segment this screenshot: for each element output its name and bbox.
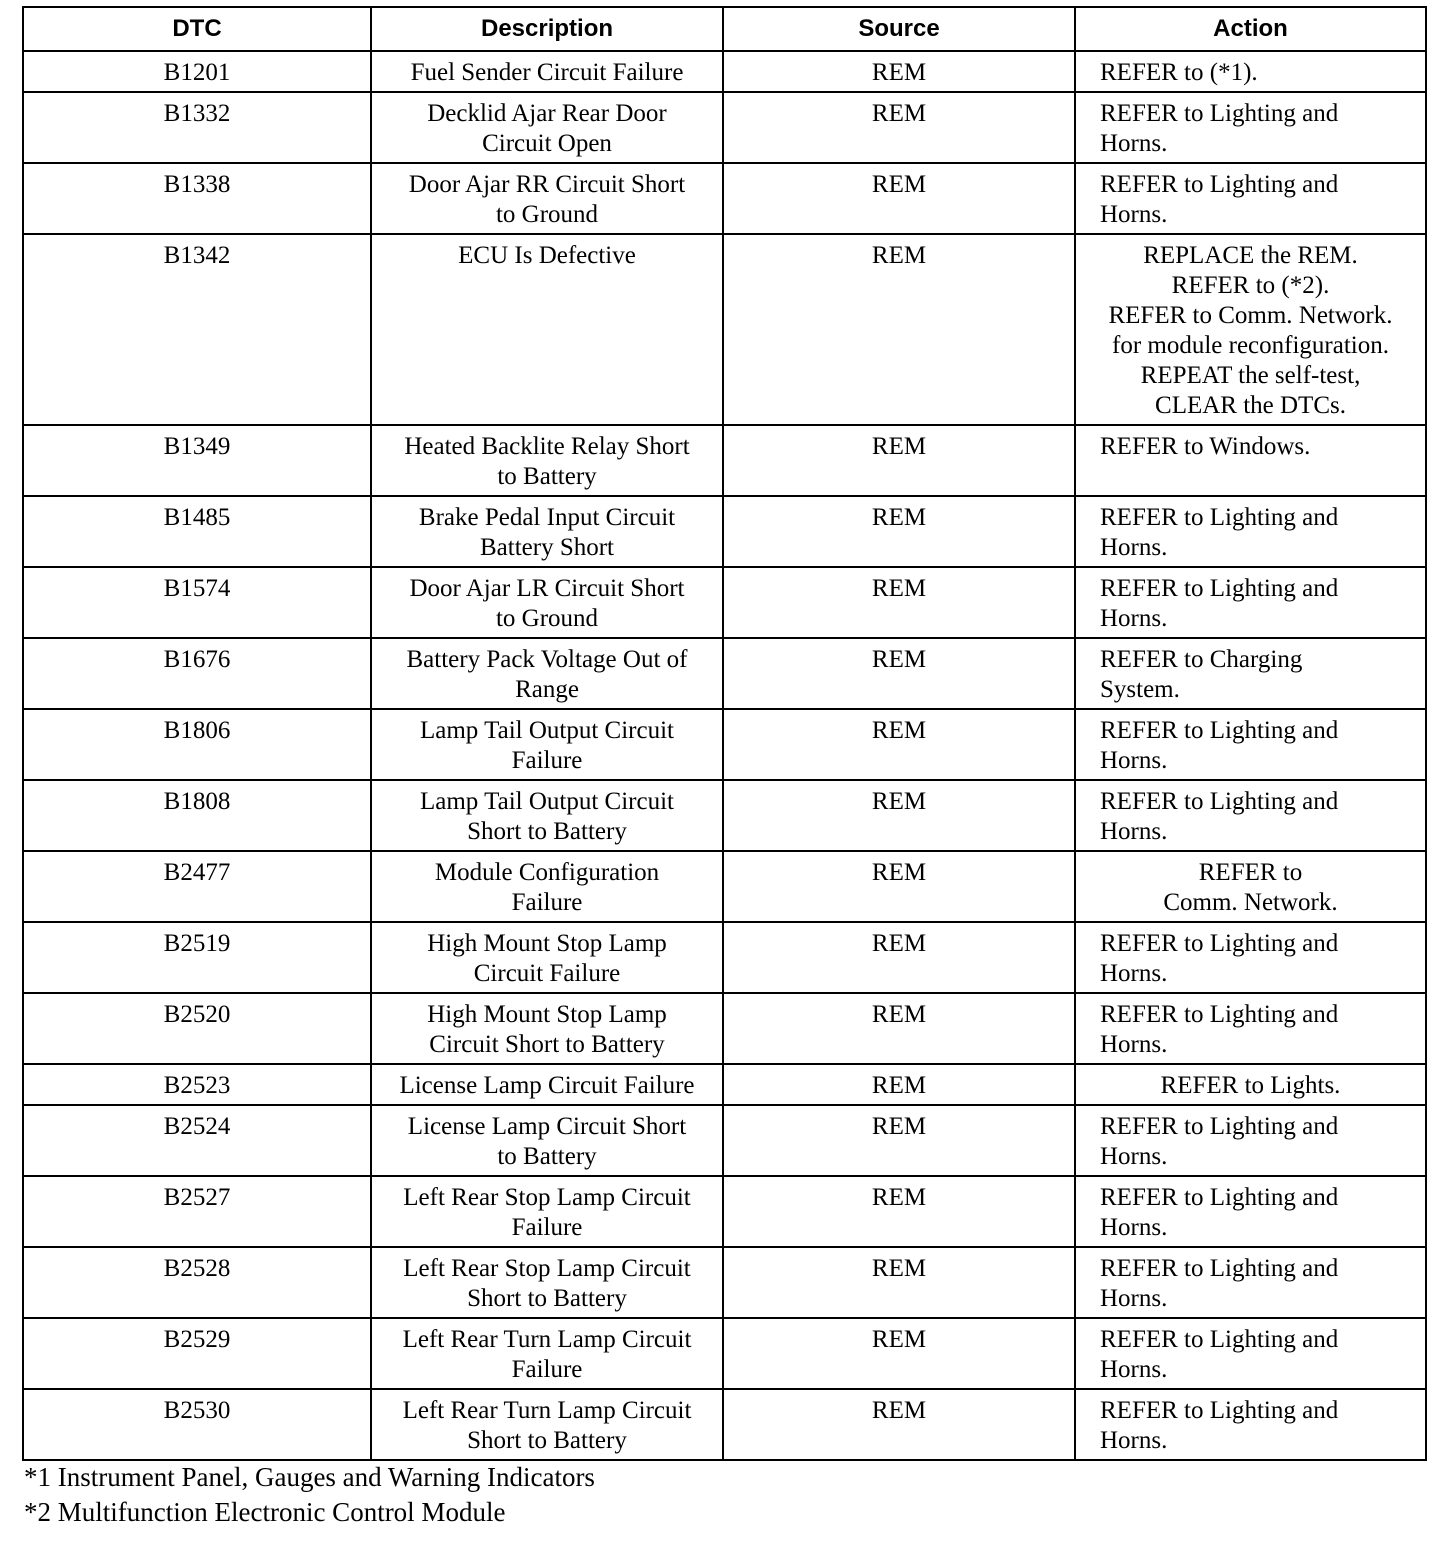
- source-cell: REM: [723, 1105, 1075, 1176]
- dtc-cell: B1676: [23, 638, 371, 709]
- description-cell: Door Ajar LR Circuit Short to Ground: [371, 567, 723, 638]
- table-header-row: [23, 7, 1426, 51]
- action-cell: REFER to Lighting and Horns.: [1075, 1176, 1426, 1247]
- source-cell: REM: [723, 163, 1075, 234]
- dtc-cell: B2527: [23, 1176, 371, 1247]
- dtc-cell: B1485: [23, 496, 371, 567]
- action-cell: REFER to Lighting and Horns.: [1075, 780, 1426, 851]
- action-cell: REFER to Lighting and Horns.: [1075, 496, 1426, 567]
- dtc-cell: B2520: [23, 993, 371, 1064]
- dtc-cell: B1806: [23, 709, 371, 780]
- description-cell: Fuel Sender Circuit Failure: [371, 51, 723, 92]
- source-cell: REM: [723, 425, 1075, 496]
- description-cell: License Lamp Circuit Failure: [371, 1064, 723, 1105]
- source-cell: REM: [723, 1318, 1075, 1389]
- action-cell: REFER to Charging System.: [1075, 638, 1426, 709]
- action-cell: REFER to Lighting and Horns.: [1075, 1318, 1426, 1389]
- table-body: [23, 51, 1426, 1460]
- table-row: [23, 709, 1426, 780]
- action-cell: REFER to Lights.: [1075, 1064, 1426, 1105]
- source-cell: REM: [723, 709, 1075, 780]
- table-row: [23, 496, 1426, 567]
- footnote-1: *1 Instrument Panel, Gauges and Warning Indicators: [24, 1462, 595, 1492]
- table-row: [23, 567, 1426, 638]
- dtc-table: [22, 6, 1427, 1461]
- description-cell: Decklid Ajar Rear Door Circuit Open: [371, 92, 723, 163]
- dtc-cell: B1349: [23, 425, 371, 496]
- description-cell: Brake Pedal Input Circuit Battery Short: [371, 496, 723, 567]
- action-cell: REFER to (*1).: [1075, 51, 1426, 92]
- description-cell: Battery Pack Voltage Out of Range: [371, 638, 723, 709]
- action-cell: REFER to Lighting and Horns.: [1075, 993, 1426, 1064]
- description-cell: High Mount Stop Lamp Circuit Failure: [371, 922, 723, 993]
- source-cell: REM: [723, 51, 1075, 92]
- action-cell: REFER to Lighting and Horns.: [1075, 1247, 1426, 1318]
- table-row: [23, 163, 1426, 234]
- dtc-cell: B1338: [23, 163, 371, 234]
- action-cell: REFER to Lighting and Horns.: [1075, 922, 1426, 993]
- dtc-cell: B2529: [23, 1318, 371, 1389]
- source-cell: REM: [723, 638, 1075, 709]
- description-cell: Left Rear Stop Lamp Circuit Short to Battery: [371, 1247, 723, 1318]
- table-row: [23, 1105, 1426, 1176]
- dtc-cell: B2477: [23, 851, 371, 922]
- source-cell: REM: [723, 780, 1075, 851]
- source-cell: REM: [723, 851, 1075, 922]
- table-row: [23, 1176, 1426, 1247]
- action-cell: REFER to Lighting and Horns.: [1075, 1389, 1426, 1460]
- action-cell: REFER to Lighting and Horns.: [1075, 92, 1426, 163]
- header-description: Description: [371, 7, 723, 51]
- header-action: Action: [1075, 7, 1426, 51]
- table-row: [23, 1247, 1426, 1318]
- dtc-cell: B2528: [23, 1247, 371, 1318]
- source-cell: REM: [723, 234, 1075, 425]
- source-cell: REM: [723, 567, 1075, 638]
- table-row: [23, 993, 1426, 1064]
- source-cell: REM: [723, 922, 1075, 993]
- header-dtc: DTC: [23, 7, 371, 51]
- footnote-2: *2 Multifunction Electronic Control Module: [24, 1497, 506, 1527]
- action-cell: REFER to Windows.: [1075, 425, 1426, 496]
- table-row: [23, 851, 1426, 922]
- dtc-cell: B1808: [23, 780, 371, 851]
- dtc-cell: B1201: [23, 51, 371, 92]
- action-cell: REPLACE the REM. REFER to (*2). REFER to Comm. Network. for module reconfiguration. REPEAT the self-test, CLEAR the DTCs.: [1075, 234, 1426, 425]
- description-cell: Left Rear Turn Lamp Circuit Short to Battery: [371, 1389, 723, 1460]
- action-cell: REFER to Lighting and Horns.: [1075, 709, 1426, 780]
- action-cell: REFER to Comm. Network.: [1075, 851, 1426, 922]
- action-cell: REFER to Lighting and Horns.: [1075, 163, 1426, 234]
- description-cell: Left Rear Turn Lamp Circuit Failure: [371, 1318, 723, 1389]
- source-cell: REM: [723, 1064, 1075, 1105]
- dtc-cell: B2524: [23, 1105, 371, 1176]
- dtc-cell: B2523: [23, 1064, 371, 1105]
- source-cell: REM: [723, 1247, 1075, 1318]
- table-row: [23, 234, 1426, 425]
- dtc-cell: B1332: [23, 92, 371, 163]
- description-cell: Lamp Tail Output Circuit Short to Battery: [371, 780, 723, 851]
- description-cell: Door Ajar RR Circuit Short to Ground: [371, 163, 723, 234]
- action-cell: REFER to Lighting and Horns.: [1075, 567, 1426, 638]
- table-row: [23, 1318, 1426, 1389]
- dtc-cell: B1342: [23, 234, 371, 425]
- source-cell: REM: [723, 993, 1075, 1064]
- description-cell: License Lamp Circuit Short to Battery: [371, 1105, 723, 1176]
- source-cell: REM: [723, 92, 1075, 163]
- source-cell: REM: [723, 1176, 1075, 1247]
- description-cell: High Mount Stop Lamp Circuit Short to Battery: [371, 993, 723, 1064]
- description-cell: ECU Is Defective: [371, 234, 723, 425]
- dtc-cell: B2519: [23, 922, 371, 993]
- description-cell: Lamp Tail Output Circuit Failure: [371, 709, 723, 780]
- table-row: [23, 51, 1426, 92]
- table-row: [23, 92, 1426, 163]
- description-cell: Left Rear Stop Lamp Circuit Failure: [371, 1176, 723, 1247]
- action-cell: REFER to Lighting and Horns.: [1075, 1105, 1426, 1176]
- header-source: Source: [723, 7, 1075, 51]
- dtc-cell: B1574: [23, 567, 371, 638]
- source-cell: REM: [723, 496, 1075, 567]
- dtc-cell: B2530: [23, 1389, 371, 1460]
- table-row: [23, 1064, 1426, 1105]
- table-row: [23, 922, 1426, 993]
- description-cell: Heated Backlite Relay Short to Battery: [371, 425, 723, 496]
- source-cell: REM: [723, 1389, 1075, 1460]
- table-row: [23, 638, 1426, 709]
- table-row: [23, 1389, 1426, 1460]
- description-cell: Module Configuration Failure: [371, 851, 723, 922]
- table-row: [23, 425, 1426, 496]
- table-row: [23, 780, 1426, 851]
